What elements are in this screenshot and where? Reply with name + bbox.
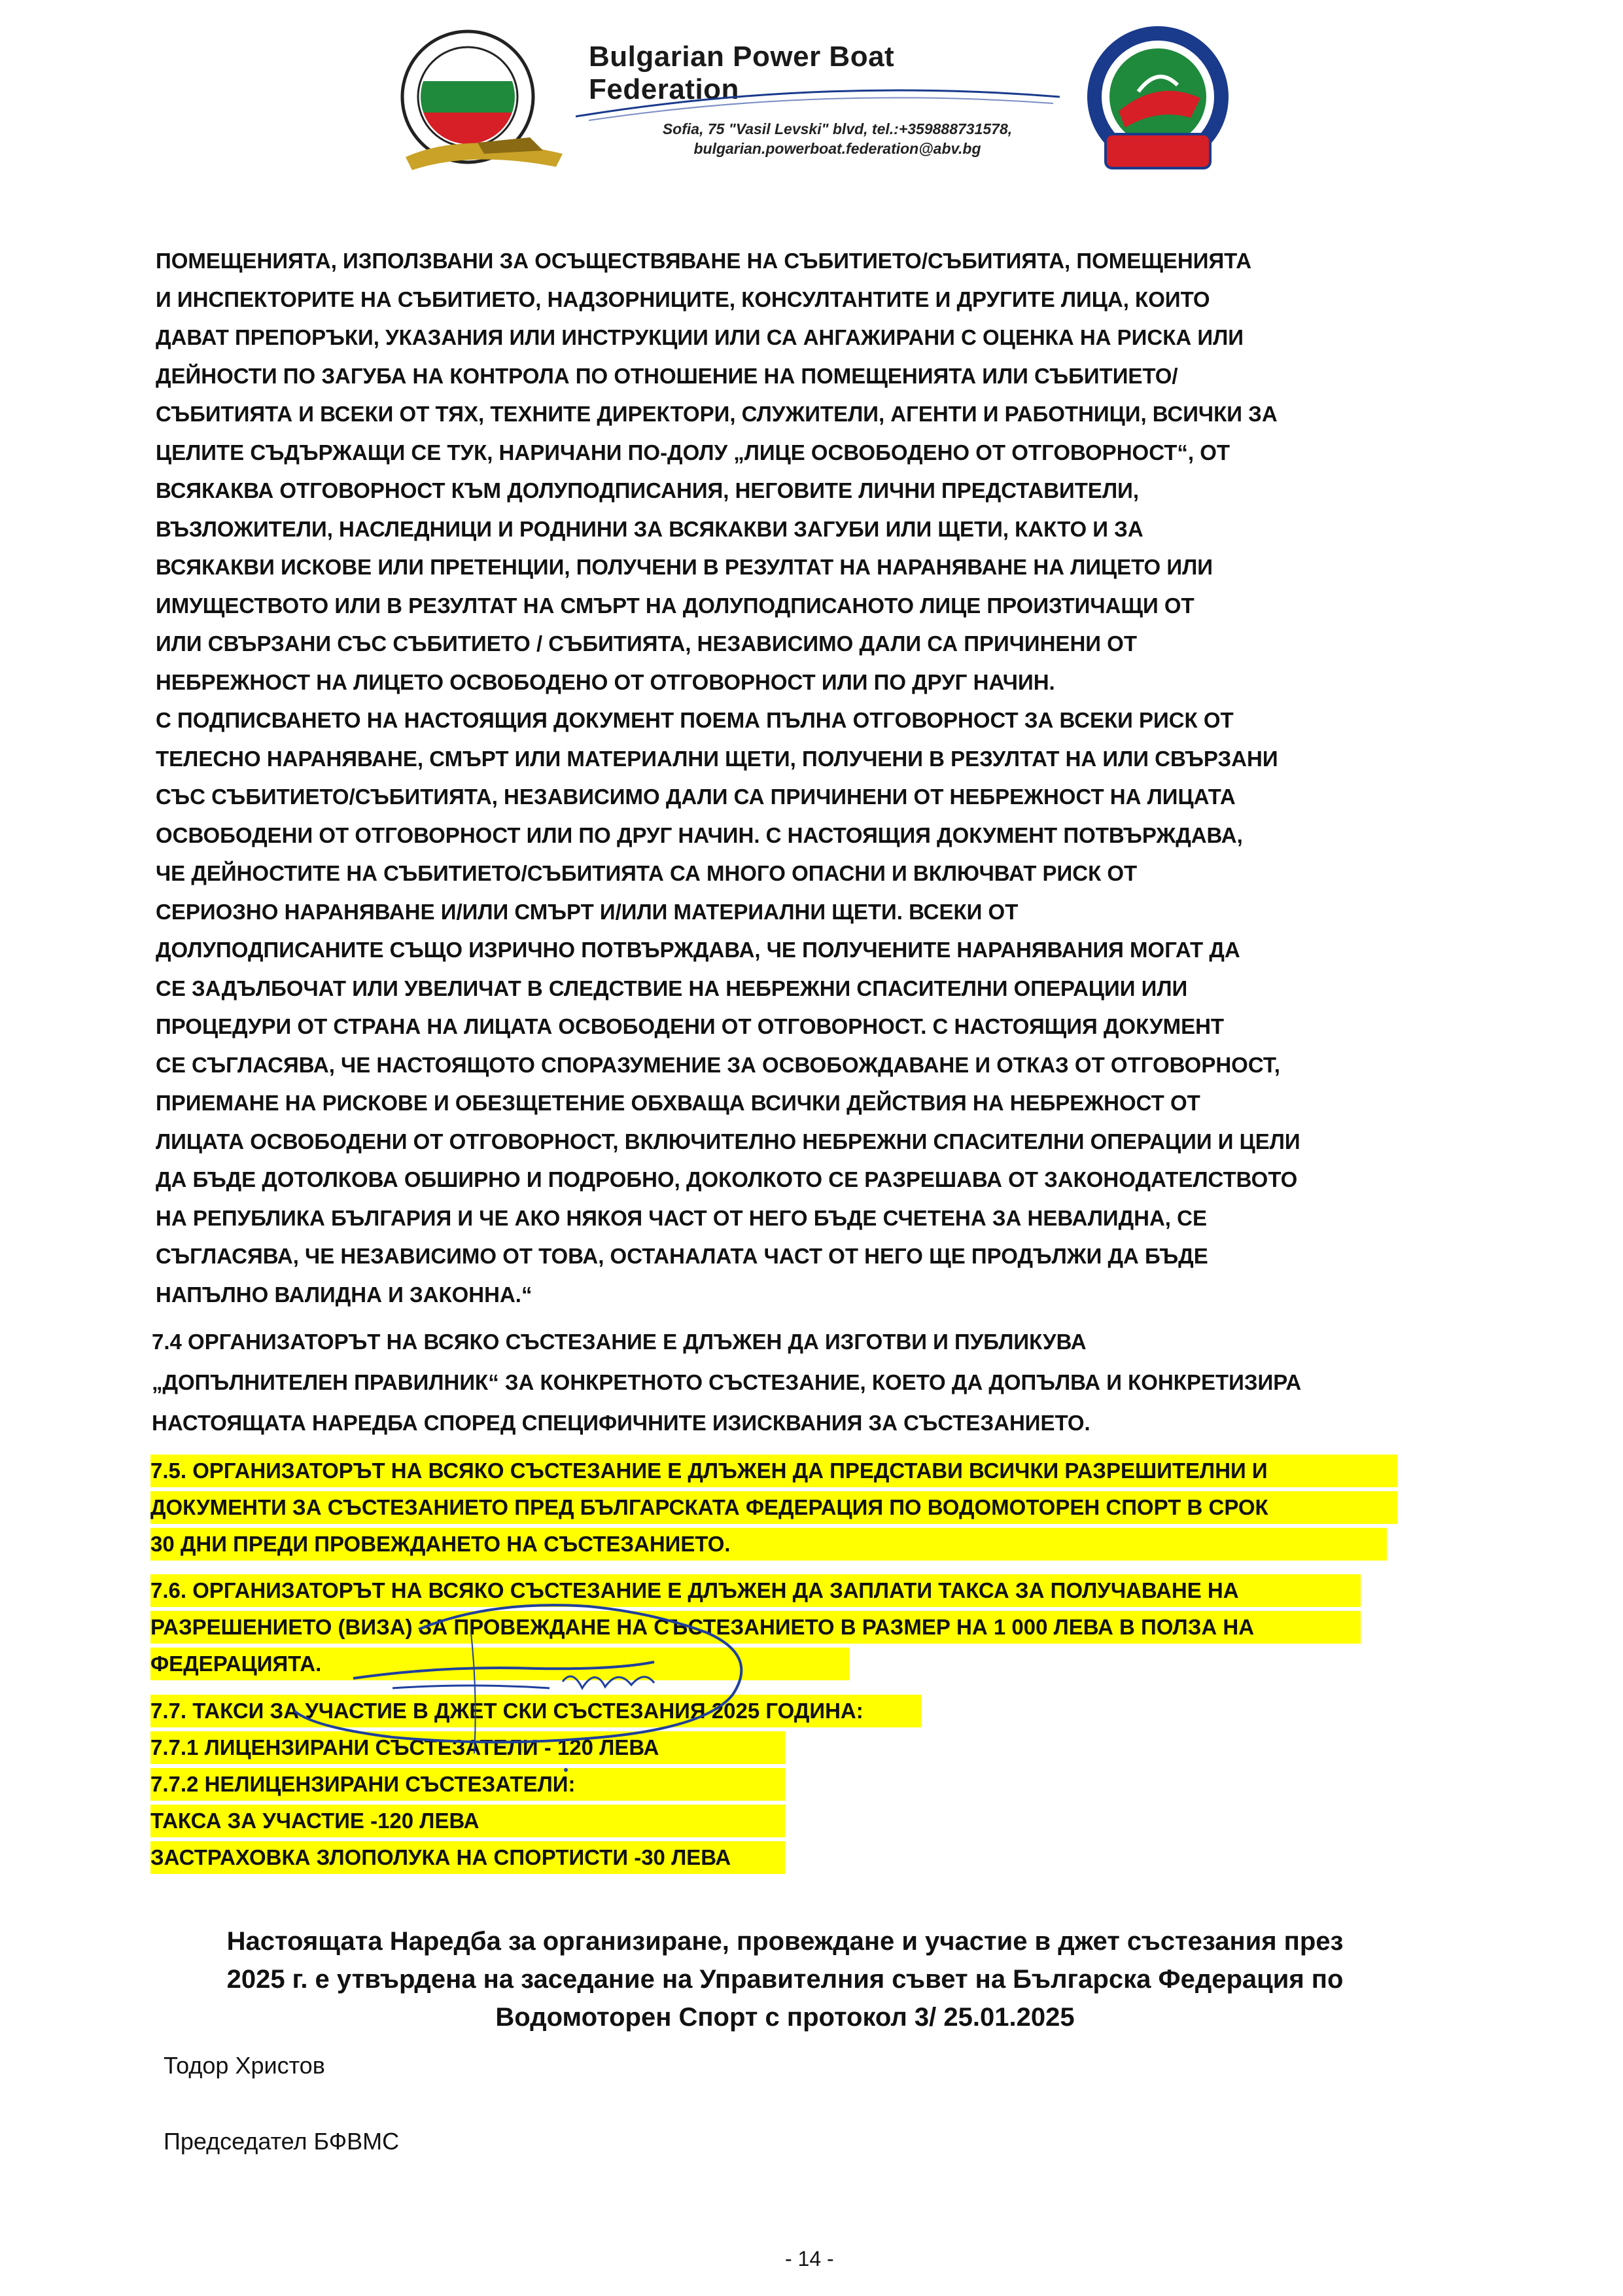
highlighted-line: 7.7. ТАКСИ ЗА УЧАСТИЕ В ДЖЕТ СКИ СЪСТЕЗАНИЯ 2025 ГОДИНА:: [150, 1695, 921, 1727]
org-address: [628, 119, 1047, 158]
highlighted-line: 30 ДНИ ПРЕДИ ПРОВЕЖДАНЕТО НА СЪСТЕЗАНИЕТО.: [150, 1528, 1387, 1561]
text-line: СЪС СЪБИТИЕТО/СЪБИТИЯТА, НЕЗАВИСИМО ДАЛИ СА ПРИЧИНЕНИ ОТ НЕБРЕЖНОСТ НА ЛИЦАТА: [156, 785, 1236, 809]
highlighted-line: ЗАСТРАХОВКА ЗЛОПОЛУКА НА СПОРТИСТИ -30 ЛЕВА: [150, 1841, 785, 1874]
text-line: 7.4 ОРГАНИЗАТОРЪТ НА ВСЯКО СЪСТЕЗАНИЕ Е ДЛЪЖЕН ДА ИЗГОТВИ И ПУБЛИКУВА: [152, 1330, 1087, 1354]
text-line: ЧЕ ДЕЙНОСТИТЕ НА СЪБИТИЕТО/СЪБИТИЯТА СА МНОГО ОПАСНИ И ВКЛЮЧВАТ РИСК ОТ: [156, 861, 1138, 885]
text-line: „ДОПЪЛНИТЕЛЕН ПРАВИЛНИК“ ЗА КОНКРЕТНОТО СЪСТЕЗАНИЕ, КОЕТО ДА ДОПЪЛВА И КОНКРЕТИЗИРА: [152, 1370, 1302, 1394]
highlighted-line: 7.5. ОРГАНИЗАТОРЪТ НА ВСЯКО СЪСТЕЗАНИЕ Е ДЛЪЖЕН ДА ПРЕДСТАВИ ВСИЧКИ РАЗРЕШИТЕЛНИ И: [150, 1455, 1397, 1487]
text-line: СЕРИОЗНО НАРАНЯВАНЕ И/ИЛИ СМЪРТ И/ИЛИ МАТЕРИАЛНИ ЩЕТИ. ВСЕКИ ОТ: [156, 899, 1019, 924]
text-line: ИМУЩЕСТВОТО ИЛИ В РЕЗУЛТАТ НА СМЪРТ НА ДОЛУПОДПИСАНОТО ЛИЦЕ ПРОИЗТИЧАЩИ ОТ: [156, 593, 1195, 618]
header-wave-decoration: [576, 77, 1060, 123]
text-line: ВСЯКАКВА ОТГОВОРНОСТ КЪМ ДОЛУПОДПИСАНИЯ, НЕГОВИТЕ ЛИЧНИ ПРЕДСТАВИТЕЛИ,: [156, 478, 1139, 503]
highlighted-line: ДОКУМЕНТИ ЗА СЪСТЕЗАНИЕТО ПРЕД БЪЛГАРСКАТА ФЕДЕРАЦИЯ ПО ВОДОМОТОРЕН СПОРТ В СРОК: [150, 1491, 1397, 1524]
signer-name: Тодор Христов: [164, 2052, 325, 2079]
text-line: ТЕЛЕСНО НАРАНЯВАНЕ, СМЪРТ ИЛИ МАТЕРИАЛНИ ЩЕТИ, ПОЛУЧЕНИ В РЕЗУЛТАТ НА ИЛИ СВЪРЗАНИ: [156, 746, 1278, 771]
approval-statement: [157, 1922, 1413, 2036]
text-line: Настоящата Наредба за организиране, провеждане и участие в джет състезания през: [226, 1927, 1344, 1956]
jet-ski-championship-logo: [1060, 20, 1256, 190]
text-line: ЛИЦАТА ОСВОБОДЕНИ ОТ ОТГОВОРНОСТ, ВКЛЮЧИТЕЛНО НЕБРЕЖНИ СПАСИТЕЛНИ ОПЕРАЦИИ И ЦЕЛИ: [156, 1129, 1300, 1154]
highlighted-line: 7.6. ОРГАНИЗАТОРЪТ НА ВСЯКО СЪСТЕЗАНИЕ Е ДЛЪЖЕН ДА ЗАПЛАТИ ТАКСА ЗА ПОЛУЧАВАНЕ НА: [150, 1574, 1361, 1607]
section-7-4: [152, 1322, 1301, 1443]
text-line: ДЕЙНОСТИ ПО ЗАГУБА НА КОНТРОЛА ПО ОТНОШЕНИЕ НА ПОМЕЩЕНИЯТА ИЛИ СЪБИТИЕТО/: [156, 363, 1178, 388]
text-line: ДА БЪДЕ ДОТОЛКОВА ОБШИРНО И ПОДРОБНО, ДОКОЛКОТО СЕ РАЗРЕШАВА ОТ ЗАКОНОДАТЕЛСТВОТО: [156, 1167, 1298, 1192]
text-line: ДОЛУПОДПИСАНИТЕ СЪЩО ИЗРИЧНО ПОТВЪРЖДАВА, ЧЕ ПОЛУЧЕНИТЕ НАРАНЯВАНИЯ МОГАТ ДА: [156, 938, 1240, 962]
highlighted-line: РАЗРЕШЕНИЕТО (ВИЗА) ЗА ПРОВЕЖДАНЕ НА СЪСТЕЗАНИЕТО В РАЗМЕР НА 1 000 ЛЕВА В ПОЛЗА НА: [150, 1611, 1361, 1644]
signer-title: Председател БФВМС: [164, 2128, 400, 2155]
text-line: С ПОДПИСВАНЕТО НА НАСТОЯЩИЯ ДОКУМЕНТ ПОЕМА ПЪЛНА ОТГОВОРНОСТ ЗА ВСЕКИ РИСК ОТ: [156, 708, 1234, 732]
text-line: НЕБРЕЖНОСТ НА ЛИЦЕТО ОСВОБОДЕНО ОТ ОТГОВОРНОСТ ИЛИ ПО ДРУГ НАЧИН.: [156, 669, 1055, 694]
address-line: Sofia, 75 "Vasil Levski" blvd, tel.:+359888731578,: [662, 120, 1013, 137]
highlighted-line: ТАКСА ЗА УЧАСТИЕ -120 ЛЕВА: [150, 1805, 785, 1837]
text-line: ВСЯКАКВИ ИСКОВЕ ИЛИ ПРЕТЕНЦИИ, ПОЛУЧЕНИ В РЕЗУЛТАТ НА НАРАНЯВАНЕ НА ЛИЦЕТО ИЛИ: [156, 555, 1213, 579]
highlighted-line: 7.7.1 ЛИЦЕНЗИРАНИ СЪСТЕЗАТЕЛИ - 120 ЛЕВА: [150, 1731, 785, 1764]
highlighted-line: 7.7.2 НЕЛИЦЕНЗИРАНИ СЪСТЕЗАТЕЛИ:: [150, 1768, 785, 1801]
text-line: ПРОЦЕДУРИ ОТ СТРАНА НА ЛИЦАТА ОСВОБОДЕНИ ОТ ОТГОВОРНОСТ. С НАСТОЯЩИЯ ДОКУМЕНТ: [156, 1014, 1225, 1038]
federation-logo: [366, 20, 582, 177]
text-line: И ИНСПЕКТОРИТЕ НА СЪБИТИЕТО, НАДЗОРНИЦИТЕ, КОНСУЛТАНТИТЕ И ДРУГИТЕ ЛИЦА, КОИТО: [156, 287, 1210, 311]
text-line: ВЪЗЛОЖИТЕЛИ, НАСЛЕДНИЦИ И РОДНИНИ ЗА ВСЯКАКВИ ЗАГУБИ ИЛИ ЩЕТИ, КАКТО И ЗА: [156, 516, 1143, 541]
highlighted-line: ФЕДЕРАЦИЯТА.: [150, 1648, 849, 1680]
email-line: bulgarian.powerboat.federation@abv.bg: [693, 140, 981, 157]
text-line: ИЛИ СВЪРЗАНИ СЪС СЪБИТИЕТО / СЪБИТИЯТА, НЕЗАВИСИМО ДАЛИ СА ПРИЧИНЕНИ ОТ: [156, 631, 1137, 656]
text-line: НАПЪЛНО ВАЛИДНА И ЗАКОННА.“: [156, 1282, 532, 1307]
text-line: СЪБИТИЯТА И ВСЕКИ ОТ ТЯХ, ТЕХНИТЕ ДИРЕКТОРИ, СЛУЖИТЕЛИ, АГЕНТИ И РАБОТНИЦИ, ВСИЧКИ ЗА: [156, 402, 1278, 426]
org-name: Bulgarian Power Boat Federation: [589, 41, 895, 105]
text-line: ОСВОБОДЕНИ ОТ ОТГОВОРНОСТ ИЛИ ПО ДРУГ НАЧИН. С НАСТОЯЩИЯ ДОКУМЕНТ ПОТВЪРЖДАВА,: [156, 822, 1243, 847]
handwritten-signature: [196, 1597, 772, 1773]
text-line: СЕ СЪГЛАСЯВА, ЧЕ НАСТОЯЩОТО СПОРАЗУМЕНИЕ ЗА ОСВОБОЖДАВАНЕ И ОТКАЗ ОТ ОТГОВОРНОСТ,: [156, 1052, 1280, 1077]
text-line: ДАВАТ ПРЕПОРЪКИ, УКАЗАНИЯ ИЛИ ИНСТРУКЦИИ ИЛИ СА АНГАЖИРАНИ С ОЦЕНКА НА РИСКА ИЛИ: [156, 325, 1244, 349]
text-line: Водомоторен Спорт с протокол 3/ 25.01.2025: [495, 2003, 1075, 2032]
text-line: НАСТОЯЩАТА НАРЕДБА СПОРЕД СПЕЦИФИЧНИТЕ ИЗИСКВАНИЯ ЗА СЪСТЕЗАНИЕТО.: [152, 1411, 1091, 1435]
text-line: НА РЕПУБЛИКА БЪЛГАРИЯ И ЧЕ АКО НЯКОЯ ЧАСТ ОТ НЕГО БЪДЕ СЧЕТЕНА ЗА НЕВАЛИДНА, СЕ: [156, 1205, 1207, 1230]
waiver-paragraph: [156, 242, 1300, 1314]
text-line: ПРИЕМАНЕ НА РИСКОВЕ И ОБЕЗЩЕТЕНИЕ ОБХВАЩА ВСИЧКИ ДЕЙСТВИЯ НА НЕБРЕЖНОСТ ОТ: [156, 1091, 1200, 1115]
text-line: 2025 г. е утвърдена на заседание на Управителния съвет на Българска Федерация по: [226, 1965, 1344, 1994]
text-line: СЪГЛАСЯВА, ЧЕ НЕЗАВИСИМО ОТ ТОВА, ОСТАНАЛАТА ЧАСТ ОТ НЕГО ЩЕ ПРОДЪЛЖИ ДА БЪДЕ: [156, 1244, 1208, 1268]
page-number: - 14 -: [785, 2247, 834, 2270]
text-line: ПОМЕЩЕНИЯТА, ИЗПОЛЗВАНИ ЗА ОСЪЩЕСТВЯВАНЕ НА СЪБИТИЕТО/СЪБИТИЯТА, ПОМЕЩЕНИЯТА: [156, 249, 1252, 273]
text-line: ЦЕЛИТЕ СЪДЪРЖАЩИ СЕ ТУК, НАРИЧАНИ ПО-ДОЛУ „ЛИЦЕ ОСВОБОДЕНО ОТ ОТГОВОРНОСТ“, ОТ: [156, 440, 1230, 465]
text-line: СЕ ЗАДЪЛБОЧАТ ИЛИ УВЕЛИЧАТ В СЛЕДСТВИЕ НА НЕБРЕЖНИ СПАСИТЕЛНИ ОПЕРАЦИИ ИЛИ: [156, 976, 1188, 1000]
